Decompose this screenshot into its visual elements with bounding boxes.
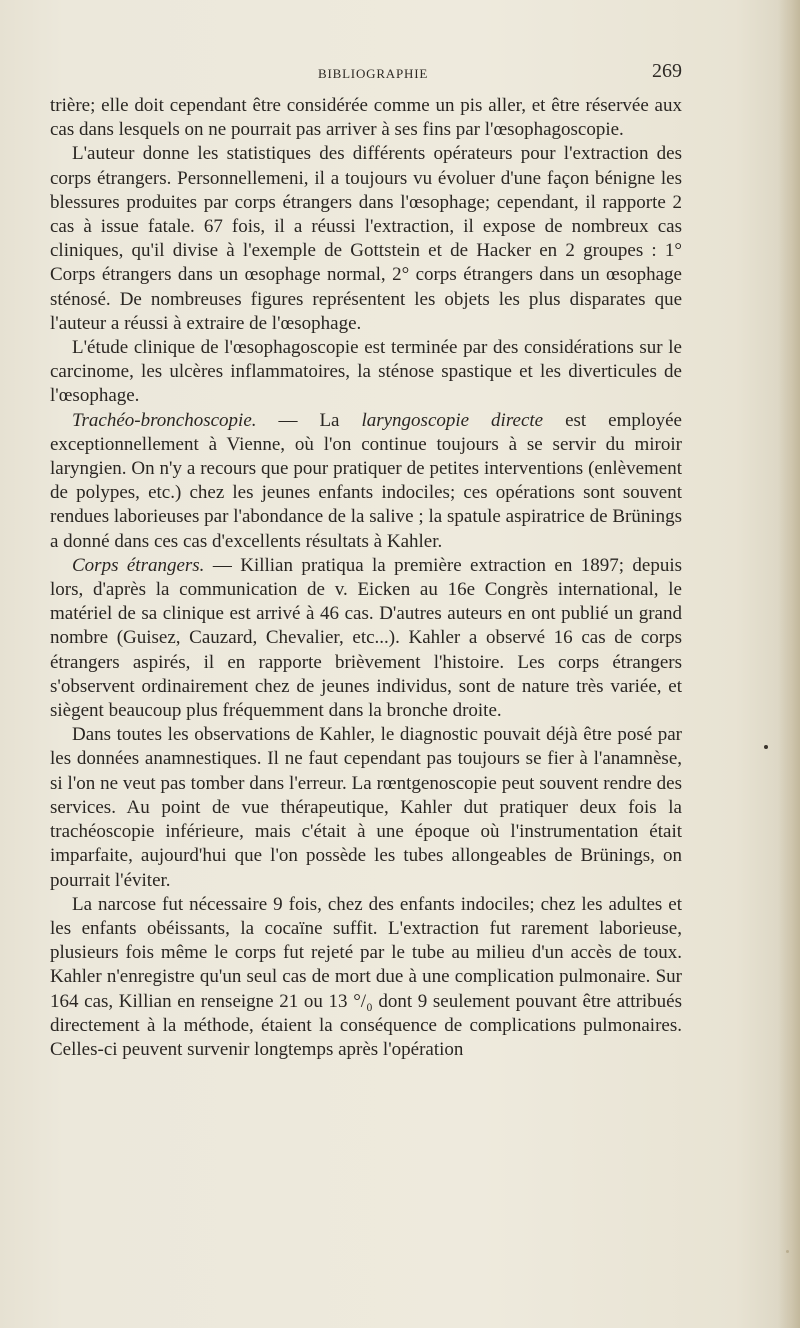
paragraph-text: — Killian pratiqua la première extraction en 1897; depuis lors, d'après la communication de v. Eicken au 16e Congrès international, le matériel de sa clinique est arrivé à 46 cas. D'autres auteurs en ont publié un grand nombre (Guisez, Cauzard, Chevalier, etc...). Kahler a observé 16 cas de corps étrangers aspirés, il en rapporte brièvement l'histoire. Les corps étrangers s'observent ordinairement chez de jeunes individus, sont de nature très variée, et siègent beaucoup plus fréquemment dans la bronche droite. xyxy=(50,554,682,722)
paragraph-text: — La xyxy=(256,409,362,431)
paragraph xyxy=(50,336,682,409)
print-speck xyxy=(786,1250,789,1253)
paragraph-text: est employée exceptionnellement à Vienne, où l'on continue toujours à se servir du miroir laryngien. On n'y a recours que pour pratiquer de petites interventions (enlèvement de polypes, etc.) chez les jeunes enfants indociles; ces opérations sont souvent rendues laborieuses par l'abondance de la salive ; la spatule aspiratrice de Brünings a donné dans ces cas d'excellents résultats à Kahler. xyxy=(50,409,682,552)
paragraph-corps-etrangers xyxy=(50,554,682,723)
italic-term: laryngoscopie directe xyxy=(361,409,544,431)
print-speck xyxy=(764,745,768,749)
page-header xyxy=(50,60,682,86)
paragraph xyxy=(50,893,682,1062)
paragraph-text: La narcose fut nécessaire 9 fois, chez des enfants indociles; chez les adultes et les enfants obéissants, la cocaïne suffit. L'extraction fut rarement laborieuse, plusieurs fois même le corps fut rejeté par le tube au milieu d'un accès de toux. Kahler n'enregistre qu'un seul cas de mort due à une complication pulmonaire. Sur 164 cas, Killian en renseigne 21 ou 13 °/₀ dont 9 seulement pouvant être attribués directement à la méthode, étaient la conséquence de complications pulmonaires. Celles-ci peuvent survenir longtemps après l'opération xyxy=(50,893,682,1060)
section-heading-italic: Trachéo-bronchoscopie. xyxy=(72,409,257,431)
section-heading-italic: Corps étrangers. xyxy=(72,554,205,576)
paragraph-text: L'étude clinique de l'œsophagoscopie est terminée par des considérations sur le carcinome, les ulcères inflammatoires, la sténose spastique et les diverticules de l'œsophage. xyxy=(50,337,682,407)
paragraph-text: L'auteur donne les statistiques des différents opérateurs pour l'extraction des corps étrangers. Personnellemeni, il a toujours vu évoluer d'une façon bénigne les blessures produites par corps étrangers dans l'œsophage; cependant, il rapporte 2 cas à issue fatale. 67 fois, il a réussi l'extraction, il expose de nombreux cas cliniques, qu'il divise à l'exemple de Gottstein et de Hacker en 2 groupes : 1° Corps étrangers dans un œsophage normal, 2° corps étrangers dans un œsophage sténosé. De nombreuses figures représentent les objets les plus disparates que l'auteur a réussi à extraire de l'œsophage. xyxy=(50,143,682,334)
paragraph xyxy=(50,723,682,892)
body-text xyxy=(50,94,682,1062)
paragraph xyxy=(50,142,682,336)
page-edge-shadow xyxy=(778,0,800,1328)
page-number: 269 xyxy=(652,60,682,82)
running-head: BIBLIOGRAPHIE xyxy=(318,66,429,81)
paragraph-text: trière; elle doit cependant être considérée comme un pis aller, et être réservée aux cas dans lesquels on ne pourrait pas arriver à ses fins par l'œsophagoscopie. xyxy=(50,95,682,141)
paragraph-tracheo-bronchoscopie xyxy=(50,409,682,554)
paragraph-text: Dans toutes les observations de Kahler, le diagnostic pouvait déjà être posé par les données anamnestiques. Il ne faut cependant pas toujours se fier à l'anamnèse, si l'on ne veut pas tomber dans l'erreur. La rœntgenoscopie peut souvent rendre des services. Au point de vue thérapeutique, Kahler dut pratiquer deux fois la trachéoscopie inférieure, mais c'était à une époque où l'instrumentation était imparfaite, aujourd'hui que l'on possède les tubes allongeables de Brünings, on pourrait l'éviter. xyxy=(50,724,682,891)
paragraph-continued xyxy=(50,94,682,142)
